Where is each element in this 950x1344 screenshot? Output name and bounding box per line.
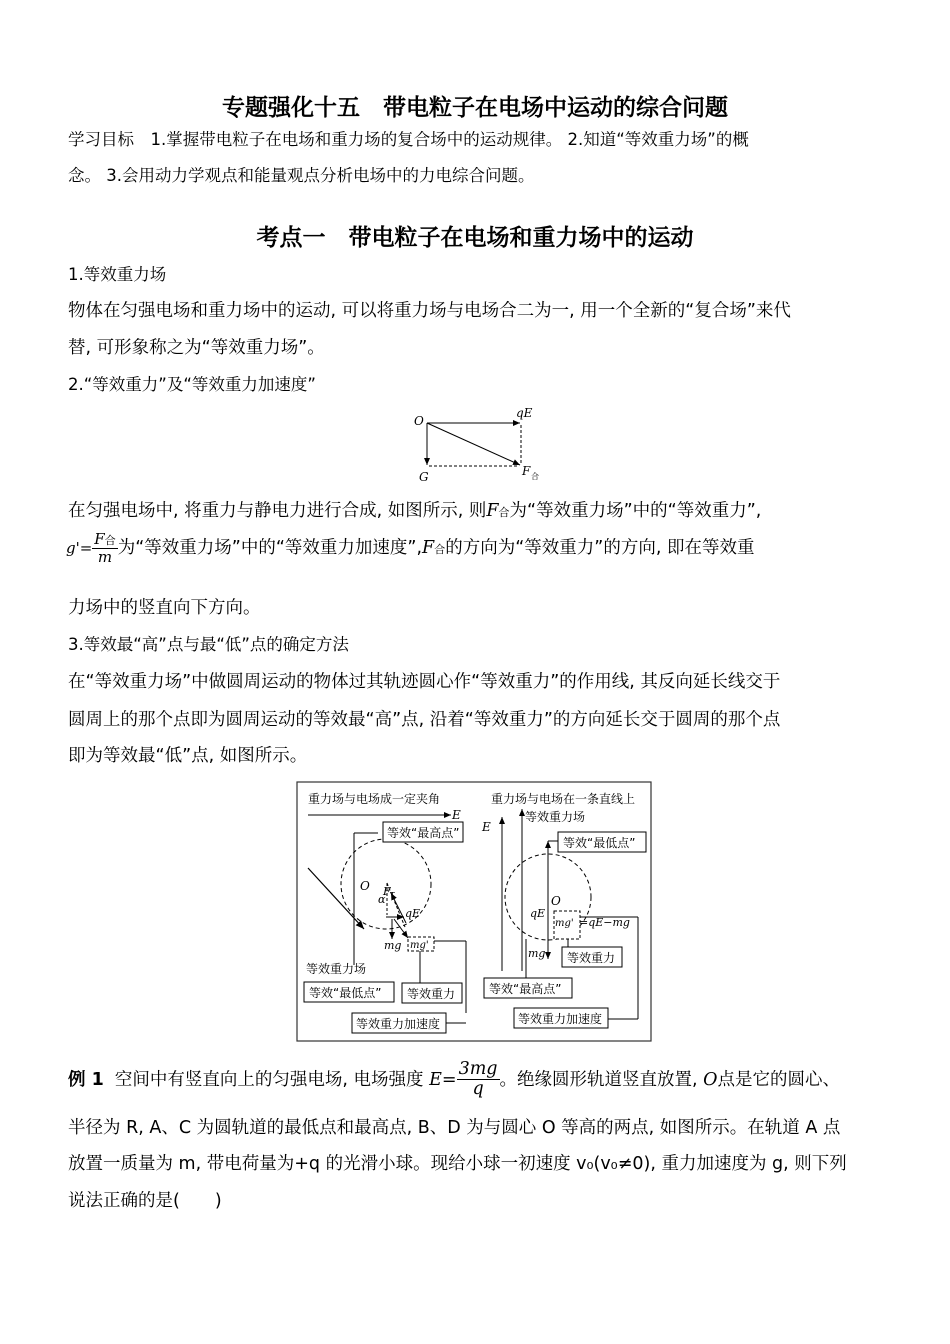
p2-frac-den: m — [97, 547, 113, 566]
p2-line1-a: 在匀强电场中, 将重力与静电力进行合成, 如图所示, 则 — [68, 501, 487, 521]
left-FT-sub: T — [390, 891, 395, 900]
heading-equivalent-gravity-field: 1.等效重力场 — [68, 265, 167, 284]
right-O-label: O — [551, 894, 561, 908]
p2-F: F — [486, 501, 499, 521]
right-mg-prime-label: mg' — [555, 918, 574, 929]
example-fraction — [457, 1060, 500, 1100]
right-eq-accel-label: 等效重力加速度 — [518, 1012, 603, 1026]
example-line1-c: 点是它的圆心、 — [717, 1069, 841, 1090]
example1-line3: 放置一质量为 m, 带电荷量为+q 的光滑小球。现给小球一初速度 v₀(v₀≠0), 重力加速度为 g, 则下列 — [68, 1154, 847, 1174]
example1-line2: 半径为 R, A、C 为圆轨道的最低点和最高点, B、D 为与圆心 O 等高的两点, 如图所示。在轨道 A 点 — [68, 1118, 841, 1138]
example-line1-b: 。绝缘圆形轨道竖直放置, — [499, 1069, 698, 1090]
example-E-eq: E= — [429, 1069, 457, 1090]
p2-frac-num-sub: 合 — [104, 534, 116, 547]
right-mg-prime-eq: =qE−mg — [579, 916, 630, 929]
right-eq-gravity-label: 等效重力 — [567, 951, 616, 965]
heading-highest-lowest: 3.等效最“高”点与最“低”点的确定方法 — [68, 635, 349, 654]
example1-line4: 说法正确的是( ) — [68, 1191, 222, 1211]
left-qE-label: qE — [405, 907, 421, 920]
example-label: 例 1 — [68, 1069, 104, 1090]
left-highest-label: 等效“最高点” — [387, 826, 460, 840]
left-eq-field-label: 等效重力场 — [306, 962, 367, 976]
left-O-label: O — [360, 879, 370, 893]
right-mg-label: mg — [528, 947, 546, 960]
example-O: O — [703, 1069, 718, 1090]
label-F-sub: 合 — [531, 472, 539, 481]
p2-line2-b: 的方向为“等效重力”的方向, 即在等效重 — [445, 538, 755, 558]
equivalent-points-figure — [296, 781, 652, 1042]
label-F-resultant: F — [522, 464, 531, 478]
right-highest-label: 等效“最高点” — [489, 982, 562, 996]
right-lowest-label: 等效“最低点” — [563, 836, 636, 850]
p2-g-prime: g'= — [66, 539, 93, 557]
p2-line2 — [66, 531, 754, 565]
p2-F2: F — [422, 538, 435, 558]
label-O: O — [414, 414, 424, 428]
left-eq-accel-label: 等效重力加速度 — [356, 1017, 441, 1031]
left-E-label: E — [452, 808, 461, 822]
right-qE-label: qE — [530, 907, 546, 920]
p3-line1: 在“等效重力场”中做圆周运动的物体过其轨迹圆心作“等效重力”的作用线, 其反向延长线交于 — [68, 672, 781, 692]
p2-line1 — [68, 497, 761, 522]
left-panel-title: 重力场与电场成一定夹角 — [308, 792, 441, 806]
label-G: G — [419, 470, 429, 484]
example-frac-den: q — [472, 1079, 484, 1100]
p2-fraction — [92, 531, 117, 565]
left-mg-label: mg — [384, 939, 402, 952]
heading-equivalent-gravity: 2.“等效重力”及“等效重力加速度” — [68, 375, 316, 394]
p2-line1-b: 为“等效重力场”中的“等效重力”, — [509, 501, 762, 521]
p2-line2-a: 为“等效重力场”中的“等效重力加速度”, — [117, 538, 423, 558]
left-mg-prime-label: mg' — [410, 940, 429, 951]
example1-line1 — [68, 1060, 840, 1100]
left-lowest-label: 等效“最低点” — [309, 986, 382, 1000]
example-frac-num: 3mg — [458, 1059, 498, 1079]
learning-goals-line2: 念。 3.会用动力学观点和能量观点分析电场中的力电综合问题。 — [68, 166, 535, 185]
left-alpha-label: α — [378, 893, 386, 906]
right-panel-title: 重力场与电场在一条直线上 — [491, 792, 636, 806]
right-E-label: E — [482, 820, 491, 834]
force-composition-figure — [405, 403, 555, 485]
p2-F-sub: 合 — [498, 506, 510, 519]
label-qE: qE — [516, 406, 533, 420]
p2-frac-num: F — [94, 530, 105, 548]
page-title: 专题强化十五 带电粒子在电场中运动的综合问题 — [222, 95, 728, 121]
learning-goals-line1: 学习目标 1.掌握带电粒子在电场和重力场的复合场中的运动规律。 2.知道“等效重力场”的概 — [68, 130, 749, 149]
p2-line3: 力场中的竖直向下方向。 — [68, 598, 261, 618]
p3-line2: 圆周上的那个点即为圆周运动的等效最“高”点, 沿着“等效重力”的方向延长交于圆周的那个点 — [68, 710, 781, 730]
left-FT-label: F — [383, 885, 391, 898]
example-line1-a: 空间中有竖直向上的匀强电场, 电场强度 — [114, 1069, 424, 1090]
section-title: 考点一 带电粒子在电场和重力场中的运动 — [256, 225, 694, 251]
p2-F2-sub: 合 — [434, 543, 446, 556]
p1-line2: 替, 可形象称之为“等效重力场”。 — [68, 338, 325, 358]
p1-line1: 物体在匀强电场和重力场中的运动, 可以将重力场与电场合二为一, 用一个全新的“复合场”来代 — [68, 301, 791, 321]
p3-line3: 即为等效最“低”点, 如图所示。 — [68, 746, 308, 766]
right-eq-field-label: 等效重力场 — [525, 810, 586, 824]
left-eq-gravity-label: 等效重力 — [407, 987, 456, 1001]
